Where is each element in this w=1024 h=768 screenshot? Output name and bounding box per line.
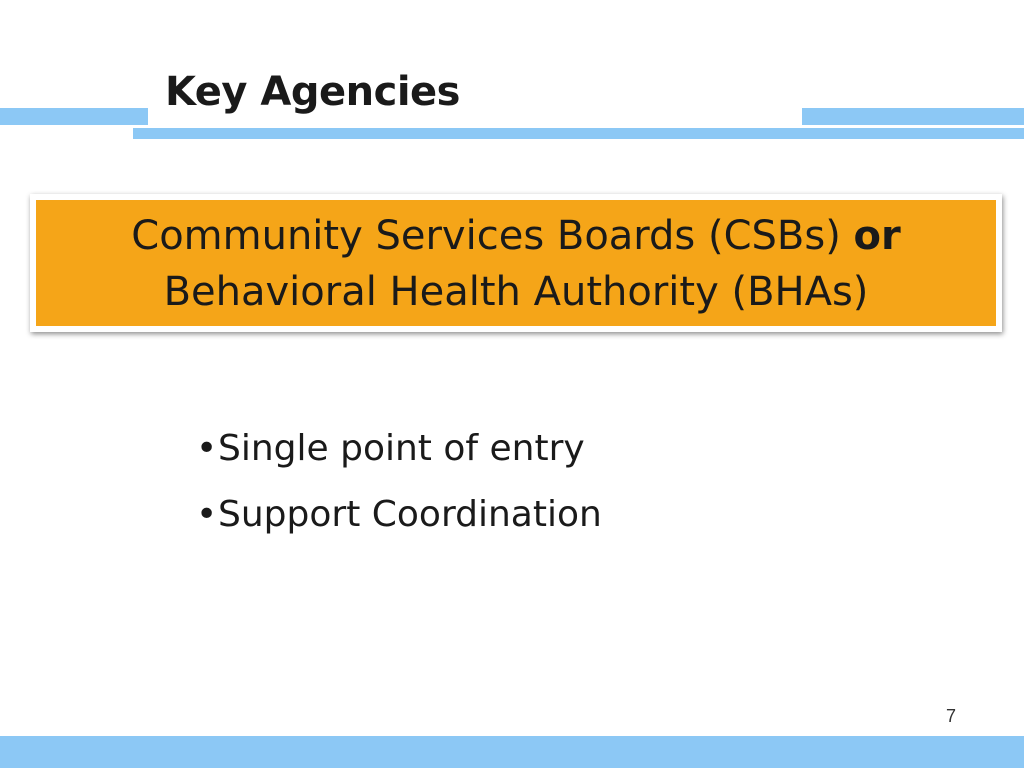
header-bar-left [0, 108, 148, 125]
callout-or-word: or [853, 213, 901, 259]
bullet-text: Single point of entry [218, 428, 585, 469]
bullet-text: Support Coordination [218, 494, 602, 535]
header-underline-bar [133, 128, 1024, 139]
header-bar-right [802, 108, 1024, 125]
callout-line-2: Behavioral Health Authority (BHAs) [163, 269, 869, 315]
bullet-icon: • [196, 428, 218, 469]
bullet-icon: • [196, 494, 218, 535]
footer-bar [0, 736, 1024, 768]
bullet-list [196, 416, 602, 548]
callout-line-1 [36, 208, 996, 264]
slide-title: Key Agencies [165, 69, 460, 115]
callout-box [30, 194, 1002, 332]
list-item [196, 416, 602, 482]
page-number: 7 [946, 706, 957, 726]
callout-line-1-text: Community Services Boards (CSBs) [131, 213, 841, 259]
list-item [196, 482, 602, 548]
